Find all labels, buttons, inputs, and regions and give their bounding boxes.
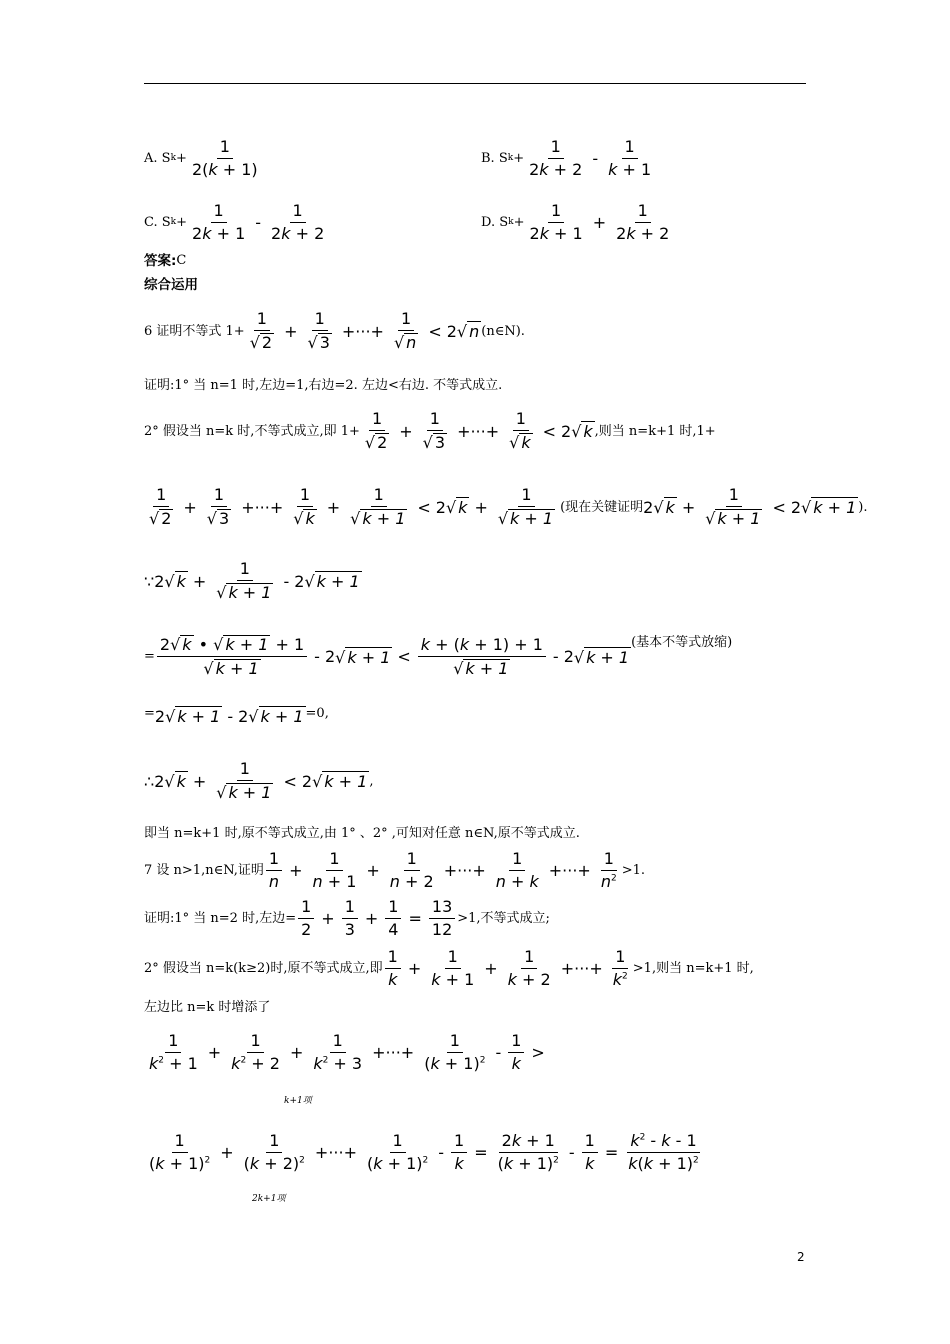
proof-6-step-2: 2° 假设当 n=k 时,不等式成立,即 1+ 1 √ 2 + 1 √ 3 +···+ 1 √ k < 2 √ k ,则当 n=k+1 时,1+ [144, 409, 716, 453]
proof-7-step-3: 左边比 n=k 时增添了 [144, 1000, 271, 1015]
conclusion-6: 即当 n=k+1 时,原不等式成立,由 1° 、2° ,可知对任意 n∈N,原不等式成立. [144, 826, 580, 841]
option-d: D. S k + $\frac{1}{2k + 1}$ + $\frac{1}{2k + 2}$ [481, 201, 670, 244]
option-c: C. S k + $\frac{1}{2k + 1}$ - $\frac{1}{2k + 2}$ [144, 201, 325, 244]
header-rule [144, 83, 806, 84]
increment-expression-1: $\frac{1}{k^2 + 1}$ + $\frac{1}{k^2 + 2}$ + $\frac{1}{k^2 + 3}$ +···+ $\frac{1}{(k + 1)^2}$ - $\frac{1}{k}$ > [149, 1031, 545, 1074]
increment-expression-2: $\frac{1}{(k + 1)^2}$ + $\frac{1}{(k + 2)^2}$ +···+ $\frac{1}{(k + 1)^2}$ - $\frac{1}{k}$ = $\frac{2k + 1}{(k + 1)^2}$ - $\frac{1}{k}$ = $\frac{k^2 - k - 1}{k(k + 1)^2}$ [149, 1131, 699, 1174]
question-7: 7 设 n>1,n∈N,证明 $\frac{1}{n}$ + $\frac{1}{n + 1}$ + $\frac{1}{n + 2}$ +···+ $\frac{1}{n + k}$ +···+ $\frac{1}{n^2}$ >1. [144, 849, 646, 892]
answer-line: 答案: C [144, 253, 187, 269]
option-b: B. S k + $\frac{1}{2k + 2}$ - $\frac{1}{k + 1}$ [481, 137, 652, 180]
equation-line-1: = 2 √ k • √ k + 1 + 1 √ k + 1 - 2 √ k + 1 < k + (k + 1) + 1 √ k + 1 - 2 √ k + 1 (基本不等式放缩) [144, 634, 733, 679]
question-6: 6 证明不等式 1+ 1 √ 2 + 1 √ 3 +···+ 1 √ n < 2 √ n (n∈N). [144, 309, 525, 353]
section-title: 综合运用 [144, 277, 198, 293]
option-a: A. S k + $\frac{1}{2(k + 1)}$ [144, 137, 258, 180]
label-k-plus-1-terms: k+1项 [284, 1096, 312, 1106]
proof-7-step-1: 证明:1° 当 n=2 时,左边= $\frac{1}{2}$ + $\frac{1}{3}$ + $\frac{1}{4}$ = $\frac{13}{12}$ >1,不等式成立; [144, 897, 550, 940]
therefore-line: ∴ 2 √ k + 1 √ k + 1 < 2 √ k + 1 , [144, 759, 374, 803]
page-number: 2 [797, 1250, 805, 1264]
proof-6-step-1: 证明:1° 当 n=1 时,左边=1,右边=2. 左边<右边. 不等式成立. [144, 378, 503, 393]
proof-6-step-3: 1 √ 2 + 1 √ 3 +···+ 1 √ k + 1 √ k + 1 < 2 √ k + 1 √ k + 1 (现在关键证明 2 √ k + 1 √ k + 1 < 2 √ k + 1 ). [149, 485, 868, 529]
proof-7-step-2: 2° 假设当 n=k(k≥2)时,原不等式成立,即 $\frac{1}{k}$ + $\frac{1}{k + 1}$ + $\frac{1}{k + 2}$ +···+ $\frac{1}{k^2}$ >1,则当 n=k+1 时, [144, 947, 754, 990]
label-2k-plus-1-terms: 2k+1项 [252, 1194, 286, 1204]
since-line: ∵ 2 √ k + 1 √ k + 1 - 2 √ k + 1 [144, 559, 360, 603]
equation-line-2: = 2 √ k + 1 - 2 √ k + 1 =0, [144, 706, 329, 726]
